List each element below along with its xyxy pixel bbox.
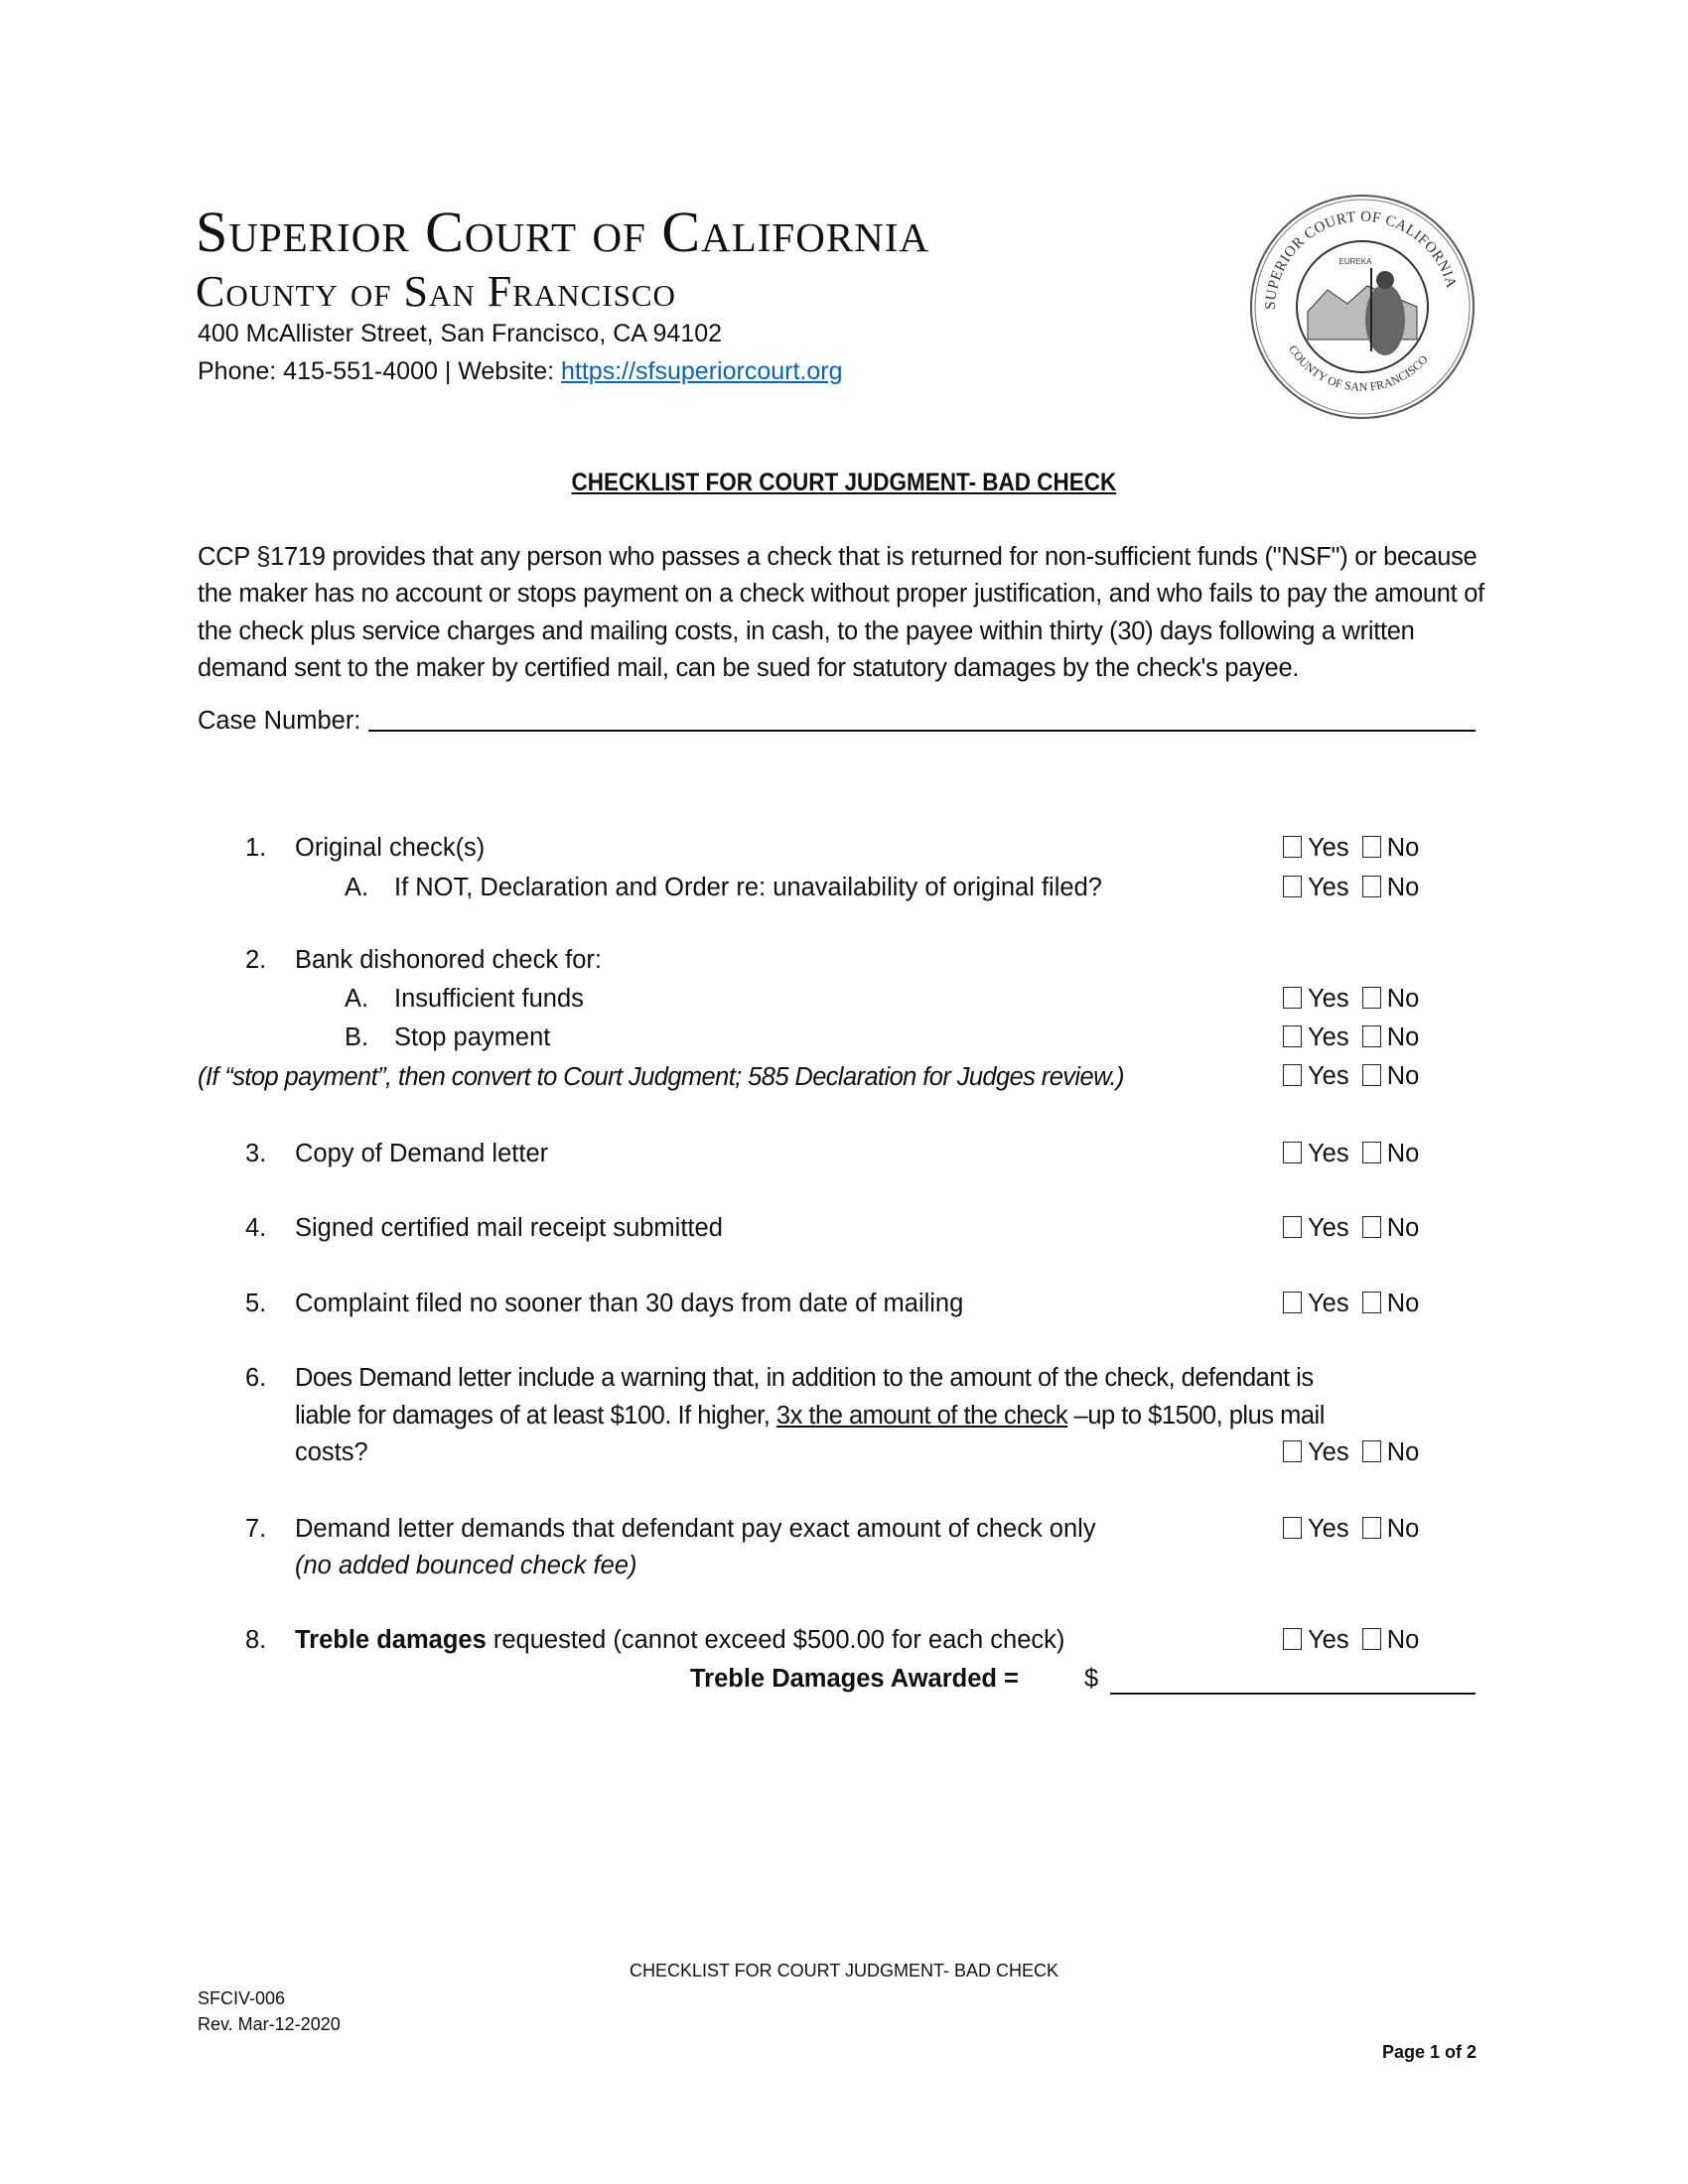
yes-checkbox[interactable]	[1283, 1440, 1302, 1462]
item-number: 7.	[245, 1515, 267, 1543]
yes-checkbox[interactable]	[1283, 1142, 1302, 1163]
court-name: Superior Court of California	[196, 200, 930, 264]
yes-label: Yes	[1308, 1024, 1349, 1051]
yes-checkbox[interactable]	[1283, 876, 1302, 897]
yes-label: Yes	[1308, 1140, 1349, 1167]
item-number: 1.	[245, 834, 267, 862]
revision-date: Rev. Mar-12-2020	[198, 2014, 341, 2034]
yes-checkbox[interactable]	[1283, 836, 1302, 858]
item-number: 6.	[245, 1364, 267, 1392]
intro-paragraph: CCP §1719 provides that any person who passes a check that is returned for non-sufficient funds ("NSF") or because the maker has no account or stops payment on a check without proper justification, and who fails to pay the amount of the check plus service charges and mailing costs, in cash, to the payee within thirty (30) days following a written demand sent to the maker by certified mail, can be sued for statutory damages by the check's payee.	[198, 543, 1484, 682]
no-checkbox[interactable]	[1362, 876, 1381, 897]
no-checkbox[interactable]	[1362, 1216, 1381, 1238]
yes-no-group	[1283, 874, 1419, 902]
form-id: SFCIV-006	[198, 1988, 286, 2008]
yes-label: Yes	[1308, 834, 1349, 862]
contact-line	[198, 357, 842, 386]
no-label: No	[1386, 1140, 1420, 1167]
item-1a-text: If NOT, Declaration and Order re: unavailability of original filed?	[394, 874, 1102, 901]
yes-checkbox[interactable]	[1283, 1064, 1302, 1086]
item-letter: A.	[345, 985, 369, 1013]
item-6-text-line3: costs?	[295, 1438, 368, 1466]
website-link[interactable]: https://sfsuperiorcourt.org	[561, 357, 843, 385]
no-label: No	[1386, 1626, 1420, 1654]
yes-checkbox[interactable]	[1283, 1628, 1302, 1650]
item-2a-text: Insufficient funds	[394, 985, 584, 1013]
svg-text:COUNTY OF SAN FRANCISCO: COUNTY OF SAN FRANCISCO	[1286, 342, 1431, 394]
yes-no-group	[1283, 1024, 1419, 1052]
no-label: No	[1386, 1062, 1420, 1090]
yes-label: Yes	[1308, 1290, 1349, 1317]
court-address: 400 McAllister Street, San Francisco, CA 94102	[198, 320, 723, 347]
yes-label: Yes	[1308, 1626, 1349, 1654]
intro-section	[198, 539, 1488, 736]
item-number: 3.	[245, 1140, 267, 1167]
item-number: 5.	[245, 1290, 267, 1317]
no-checkbox[interactable]	[1362, 1025, 1381, 1047]
court-seal-icon	[1248, 193, 1477, 421]
no-label: No	[1386, 1290, 1420, 1317]
yes-label: Yes	[1308, 1214, 1349, 1242]
item-6-text: Does Demand letter include a warning that, in addition to the amount of the check, defendant is	[295, 1364, 1314, 1392]
no-label: No	[1386, 1438, 1420, 1466]
no-label: No	[1386, 1515, 1420, 1543]
yes-no-group	[1283, 1626, 1419, 1655]
yes-label: Yes	[1308, 1062, 1349, 1090]
item-1-text: Original check(s)	[295, 834, 486, 862]
no-checkbox[interactable]	[1362, 1064, 1381, 1086]
item-number: 2.	[245, 946, 267, 974]
yes-no-group	[1283, 834, 1419, 863]
treble-awarded-label: Treble Damages Awarded =	[690, 1665, 1019, 1693]
footer-title: CHECKLIST FOR COURT JUDGMENT- BAD CHECK	[629, 1961, 1059, 1980]
item-letter: B.	[345, 1024, 369, 1051]
no-checkbox[interactable]	[1362, 1628, 1381, 1650]
item-5-text: Complaint filed no sooner than 30 days from date of mailing	[295, 1290, 964, 1317]
no-checkbox[interactable]	[1362, 1292, 1381, 1313]
yes-no-group	[1283, 1140, 1419, 1168]
treble-awarded-field[interactable]	[1110, 1693, 1476, 1695]
no-label: No	[1386, 834, 1420, 862]
no-label: No	[1386, 1214, 1420, 1242]
no-label: No	[1386, 985, 1420, 1013]
no-label: No	[1386, 874, 1420, 901]
item-2-note: (If “stop payment”, then convert to Court Judgment; 585 Declaration for Judges review.)	[198, 1063, 1124, 1091]
no-checkbox[interactable]	[1362, 1517, 1381, 1539]
item-2b-text: Stop payment	[394, 1024, 551, 1051]
yes-no-group	[1283, 1214, 1419, 1243]
yes-label: Yes	[1308, 1438, 1349, 1466]
yes-checkbox[interactable]	[1283, 1216, 1302, 1238]
form-title: CHECKLIST FOR COURT JUDGMENT- BAD CHECK	[571, 469, 1117, 496]
yes-no-group	[1283, 1062, 1419, 1091]
no-checkbox[interactable]	[1362, 836, 1381, 858]
case-number-label: Case Number:	[198, 707, 361, 736]
case-number-row	[198, 707, 1476, 736]
yes-no-group	[1283, 985, 1419, 1014]
yes-label: Yes	[1308, 1515, 1349, 1543]
yes-label: Yes	[1308, 985, 1349, 1013]
no-checkbox[interactable]	[1362, 1440, 1381, 1462]
item-number: 8.	[245, 1626, 267, 1654]
item-7-text: Demand letter demands that defendant pay exact amount of check only	[295, 1515, 1096, 1543]
item-3-text: Copy of Demand letter	[295, 1140, 549, 1167]
county-name: County of San Francisco	[196, 267, 676, 316]
svg-text:SUPERIOR COURT OF CALIFORNIA: SUPERIOR COURT OF CALIFORNIA	[1262, 208, 1460, 311]
item-8-text: Treble damages requested (cannot exceed $500.00 for each check)	[295, 1626, 1065, 1654]
item-6-text-line2: liable for damages of at least $100. If higher, 3x the amount of the check –up to $1500, plus mail	[295, 1402, 1325, 1430]
item-7-note: (no added bounced check fee)	[295, 1552, 637, 1579]
yes-no-group	[1283, 1515, 1419, 1544]
svg-text:EUREKA: EUREKA	[1338, 257, 1372, 266]
yes-checkbox[interactable]	[1283, 987, 1302, 1009]
yes-checkbox[interactable]	[1283, 1025, 1302, 1047]
no-label: No	[1386, 1024, 1420, 1051]
phone-label: Phone: 415-551-4000 | Website:	[198, 357, 562, 385]
case-number-field[interactable]	[368, 730, 1476, 732]
yes-checkbox[interactable]	[1283, 1292, 1302, 1313]
no-checkbox[interactable]	[1362, 987, 1381, 1009]
item-4-text: Signed certified mail receipt submitted	[295, 1214, 723, 1242]
item-letter: A.	[345, 874, 369, 901]
yes-checkbox[interactable]	[1283, 1517, 1302, 1539]
no-checkbox[interactable]	[1362, 1142, 1381, 1163]
item-2-text: Bank dishonored check for:	[295, 946, 603, 974]
item-number: 4.	[245, 1214, 267, 1242]
yes-no-group	[1283, 1438, 1419, 1467]
page-number: Page 1 of 2	[1382, 2042, 1477, 2062]
yes-label: Yes	[1308, 874, 1349, 901]
yes-no-group	[1283, 1290, 1419, 1318]
dollar-sign: $	[1084, 1665, 1099, 1693]
